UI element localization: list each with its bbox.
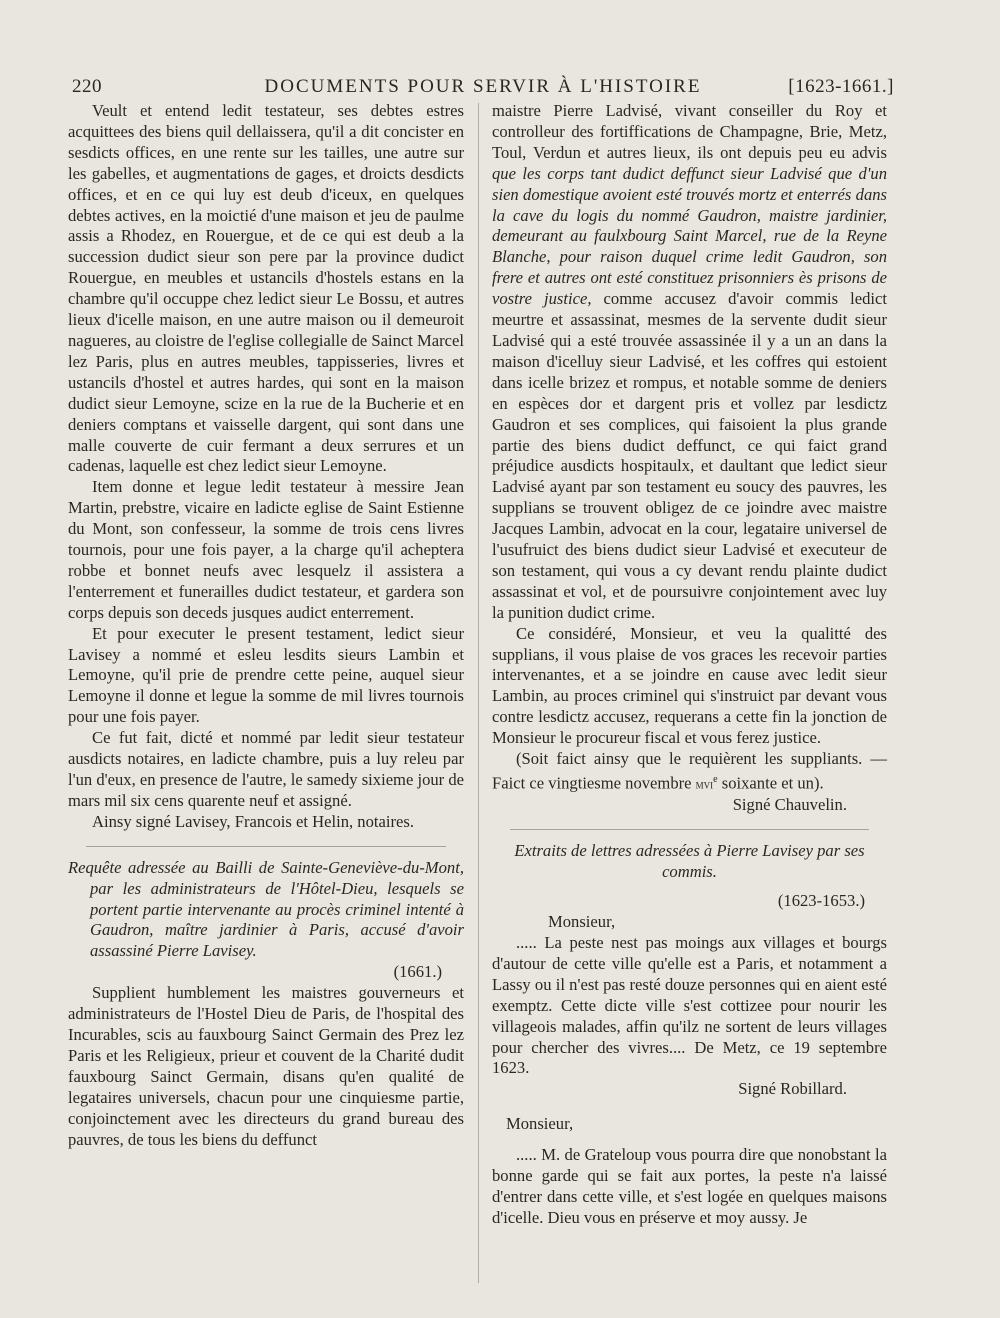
requete-text-c: comme accusez d'avoir commis ledict meurtre et assassinat, mesmes de la servente dudit sieur Ladvisé qui a esté trouvée assassinée il y a un an dans la maison d'icelluy sieur Ladvisé, et les coffres qui estoient dans icelle brizez et rompus, et notable somme de deniers en espèces dor et dargent pris et vollez par lesdictz Gaudron et ses complices, qui faisoient la plus grande partie des biens dudict deffunct, ce qui faict grand préjudice ausdicts hospitaulx, et daultant que ledict sieur Ladvisé ayant par son testament eu soucy des pauvres, les supplians se trouvent obligez de ce joindre avec maistre Jacques Lambin, advocat en la cour, legataire universel de l'usufruict des biens dudict sieur Ladvisé et executeur de son testament, qui vous a cy devant rendu plainte dudict assassinat et vol, et de poursuivre conjointement avec luy la punition dudict crime.: [492, 289, 887, 622]
date-range: [1623-1661.]: [788, 76, 894, 97]
section-rule: [510, 829, 869, 830]
ordonnance-text-a: (Soit faict ainsy que le requièrent les suppliants. — Faict ce vingtiesme novembre: [492, 749, 887, 793]
requete-paragraph-continued: [492, 101, 887, 624]
testament-signatures: Ainsy signé Lavisey, Francois et Helin, notaires.: [92, 811, 414, 831]
column-divider: [478, 103, 479, 1283]
section-heading-extraits: Extraits de lettres adressées à Pierre Lavisey par ses commis.: [514, 841, 865, 882]
testament-paragraph-3: Et pour executer le present testament, ledict sieur Lavisey a nommé et esleu lesdits sieurs Lambin et Lemoyne, qu'il prie de prendre cette peine, auquel sieur Lemoyne il donne et legue la somme de mil livres tournois pour une fois payer.: [68, 623, 464, 727]
requete-text-a: maistre Pierre Ladvisé, vivant conseiller du Roy et controlleur des fortiffications de Champagne, Brie, Metz, Toul, Verdun et autres lieux, ils ont depuis peu eu advis: [492, 101, 887, 162]
requete-ordonnance: [492, 749, 887, 795]
running-title: DOCUMENTS POUR SERVIR À L'HISTOIRE: [264, 76, 702, 97]
left-column: [68, 101, 464, 1150]
section-rule: [86, 846, 446, 847]
signature-chauvelin: Signé Chauvelin.: [732, 795, 847, 815]
letter-paragraph-1: ..... La peste nest pas moings aux villages et bourgs d'autour de cette ville qu'elle est a Paris, et notamment a Lassy ou il n'est pas resté douze personnes qui en aient esté exemptz. Cette dicte ville s'est cottizee pour nourir les villageois malades, affin qu'ilz ne sortent de leurs villages pour chercher des vivres.... De Metz, ce 19 septembre 1623.: [492, 932, 887, 1078]
section-date: (1661.): [393, 962, 442, 982]
ordonnance-superscript: e: [713, 774, 718, 785]
ordonnance-text-b: soixante et un).: [717, 773, 824, 793]
signature-robillard: Signé Robillard.: [738, 1079, 847, 1099]
requete-paragraph-1: Supplient humblement les maistres gouverneurs et administrateurs de l'Hostel Dieu de Paris, de l'hospital des Incurables, scis au fauxbourg Sainct Germain des Prez lez Paris et les Religieux, prieur et couvent de la Charité dudit fauxbourg Sainct Germain, disans qu'en qualité de legataires universels, chacun pour une cinquiesme partie, conjoinctement avec les directeurs du grand bureau des pauvres, de tous les biens du deffunct: [68, 983, 464, 1149]
page-number: 220: [72, 76, 102, 97]
salutation: Monsieur,: [506, 1114, 574, 1134]
requete-paragraph-2: Ce considéré, Monsieur, et veu la qualitté des supplians, il vous plaise de vos graces les recevoir parties intervenantes, et a se joindre en cause avec ledit sieur Lambin, au proces criminel qui s'instruict par devant vous contre lesdictz accusez, requerans a cette fin la jonction de Monsieur le procureur fiscal et vous ferez justice.: [492, 623, 887, 748]
salutation: Monsieur,: [548, 912, 616, 932]
testament-paragraph-2: Item donne et legue ledit testateur à messire Jean Martin, prebstre, vicaire en ladicte eglise de Saint Estienne du Mont, son confesseur, la somme de trois cens livres tournois, pour une fois payer, a la charge qu'il acheptera robbe et bonnet neufs avec lesquelz il assistera a l'enterrement et funerailles dudict testateur, et gardera son corps depuis son deceds jusques audict enterrement.: [68, 477, 464, 622]
right-column: [492, 101, 887, 1229]
testament-paragraph-4: Ce fut fait, dicté et nommé par ledit sieur testateur ausdicts notaires, en ladicte chambre, puis a luy releu par l'un d'eux, en presence de l'autre, le samedy sixieme jour de mars mil six cens quarente neuf et assigné.: [68, 728, 465, 810]
letter-paragraph-2: ..... M. de Grateloup vous pourra dire que nonobstant la bonne garde qui se fait aux portes, la peste n'a laissé d'entrer dans cette ville, et s'est logée en quelques maisons d'icelle. Dieu vous en préserve et moy aussy. Je: [492, 1145, 887, 1227]
ordonnance-numeral: mvi: [695, 776, 714, 792]
testament-paragraph-1: Veult et entend ledit testateur, ses debtes estres acquittees des biens quil dellaissera, qu'il a dit concister en sesdicts offices, en une rente sur les tailles, une autre sur les gabelles, et augmentations de gages, et droicts desdicts offices, et en ce qui luy est deub d'iceux, en quelques debtes actives, en la moictié d'une maison et jeu de paulme assis a Rhodez, en Rouergue, et de ce qui est deub a la succession dudict sieur son pere par la province dudict Rouergue, en meubles et ustancils d'hostels estans en la chambre qu'il occuppe chez ledict sieur Le Bossu, et autres lieux d'icelle maison, en une autre maison ou il demeuroit nagueres, au cloistre de l'eglise collegialle de Sainct Marcel lez Paris, plus en autres meubles, tappisseries, livres et ustancils d'hostel et autres hardes, qui sont en la maison dudict sieur Lemoyne, scize en la rue de la Bucherie et en deniers comptans et vaisselle dargent, qui sont dans une malle couverte de cuir fermant a deux serrures et un cadenas, laquelle est chez ledict sieur Lemoyne.: [68, 101, 465, 476]
section-date: (1623-1653.): [777, 891, 865, 911]
section-heading-requete: Requête adressée au Bailli de Sainte-Geneviève-du-Mont, par les administrateurs de l'Hôtel-Dieu, lesquels se portent partie intervenante au procès criminel intenté à Gaudron, maître jardinier à Paris, accusé d'avoir assassiné Pierre Lavisey.: [68, 857, 464, 961]
requete-text-italic: que les corps tant dudict deffunct sieur Ladvisé que d'un sien domestique avoient esté trouvés mortz et enterrés dans la cave du logis du nommé Gaudron, maistre jardinier, demeurant au faulxbourg Saint Marcel, rue de la Reyne Blanche, pour raison duquel crime ledit Gaudron, son frere et autres ont esté constituez prisonniers ès prisons de vostre justice,: [492, 163, 887, 309]
